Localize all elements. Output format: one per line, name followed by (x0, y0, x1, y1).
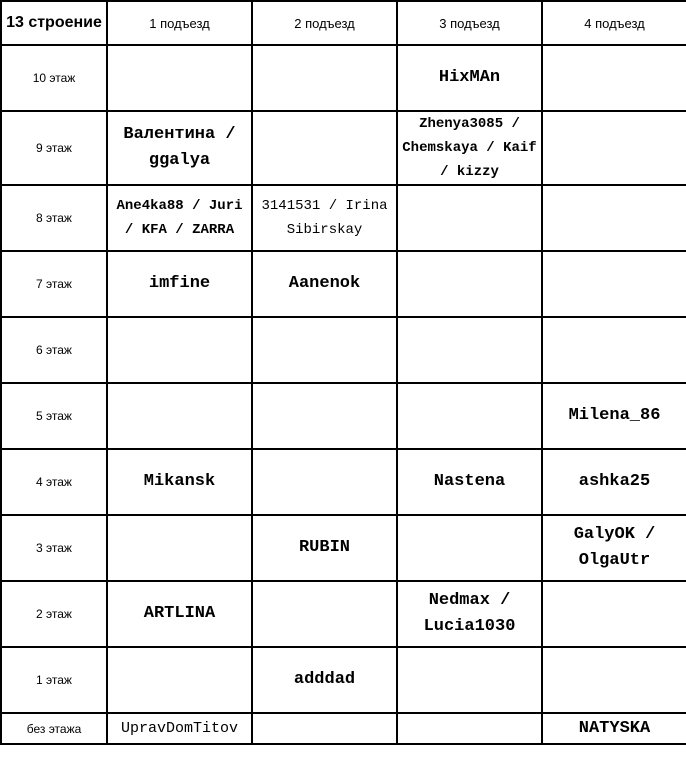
resident-cell (542, 45, 686, 111)
floor-row (1, 383, 686, 449)
resident-cell (542, 647, 686, 713)
floor-row (1, 449, 686, 515)
resident-cell (252, 45, 397, 111)
entrance-header: 1 подъезд (107, 1, 252, 45)
floor-label: 3 этаж (1, 515, 107, 581)
resident-cell: Nedmax / Lucia1030 (397, 581, 542, 647)
building-label: 13 строение (1, 1, 107, 45)
resident-cell (107, 45, 252, 111)
resident-cell (542, 111, 686, 185)
resident-cell (397, 251, 542, 317)
floor-row (1, 515, 686, 581)
resident-cell (542, 317, 686, 383)
floor-label: 8 этаж (1, 185, 107, 251)
resident-cell (397, 317, 542, 383)
entrance-header: 3 подъезд (397, 1, 542, 45)
floor-row (1, 713, 686, 744)
resident-cell: Aanenok (252, 251, 397, 317)
resident-cell (397, 515, 542, 581)
floor-label: 5 этаж (1, 383, 107, 449)
resident-cell: imfine (107, 251, 252, 317)
resident-cell (252, 317, 397, 383)
entrance-header: 2 подъезд (252, 1, 397, 45)
resident-cell: ashka25 (542, 449, 686, 515)
resident-cell: ARTLINA (107, 581, 252, 647)
resident-cell (252, 449, 397, 515)
resident-cell: GalyOK / OlgaUtr (542, 515, 686, 581)
resident-cell (107, 317, 252, 383)
floor-label: 4 этаж (1, 449, 107, 515)
entrance-header: 4 подъезд (542, 1, 686, 45)
resident-cell (107, 515, 252, 581)
resident-cell: Mikansk (107, 449, 252, 515)
resident-cell (252, 111, 397, 185)
resident-cell (397, 383, 542, 449)
resident-cell (107, 647, 252, 713)
resident-cell: adddad (252, 647, 397, 713)
floor-row (1, 45, 686, 111)
resident-cell: RUBIN (252, 515, 397, 581)
resident-cell: UpravDomTitov (107, 713, 252, 744)
resident-cell (542, 581, 686, 647)
floor-label: 9 этаж (1, 111, 107, 185)
resident-cell (252, 581, 397, 647)
resident-cell (542, 251, 686, 317)
resident-cell: NATYSKA (542, 713, 686, 744)
floor-row (1, 185, 686, 251)
floor-row (1, 251, 686, 317)
floor-label: 6 этаж (1, 317, 107, 383)
floor-label: 10 этаж (1, 45, 107, 111)
resident-cell (107, 383, 252, 449)
resident-cell: 3141531 / Irina Sibirskay (252, 185, 397, 251)
resident-cell (397, 185, 542, 251)
resident-cell (542, 185, 686, 251)
floor-row (1, 581, 686, 647)
resident-cell (252, 383, 397, 449)
resident-cell: Zhenya3085 / Chemskaya / Kaif / kizzy (397, 111, 542, 185)
floor-row (1, 647, 686, 713)
resident-cell: Nastena (397, 449, 542, 515)
resident-cell: Валентина / ggalya (107, 111, 252, 185)
resident-cell: Ane4ka88 / Juri / KFA / ZARRA (107, 185, 252, 251)
floor-label: 1 этаж (1, 647, 107, 713)
floor-label: без этажа (1, 713, 107, 744)
resident-cell (397, 713, 542, 744)
resident-cell: HixMAn (397, 45, 542, 111)
floor-row (1, 111, 686, 185)
resident-cell (397, 647, 542, 713)
resident-cell: Milena_86 (542, 383, 686, 449)
floor-label: 7 этаж (1, 251, 107, 317)
header-row (1, 1, 686, 45)
floor-label: 2 этаж (1, 581, 107, 647)
resident-cell (252, 713, 397, 744)
floor-row (1, 317, 686, 383)
